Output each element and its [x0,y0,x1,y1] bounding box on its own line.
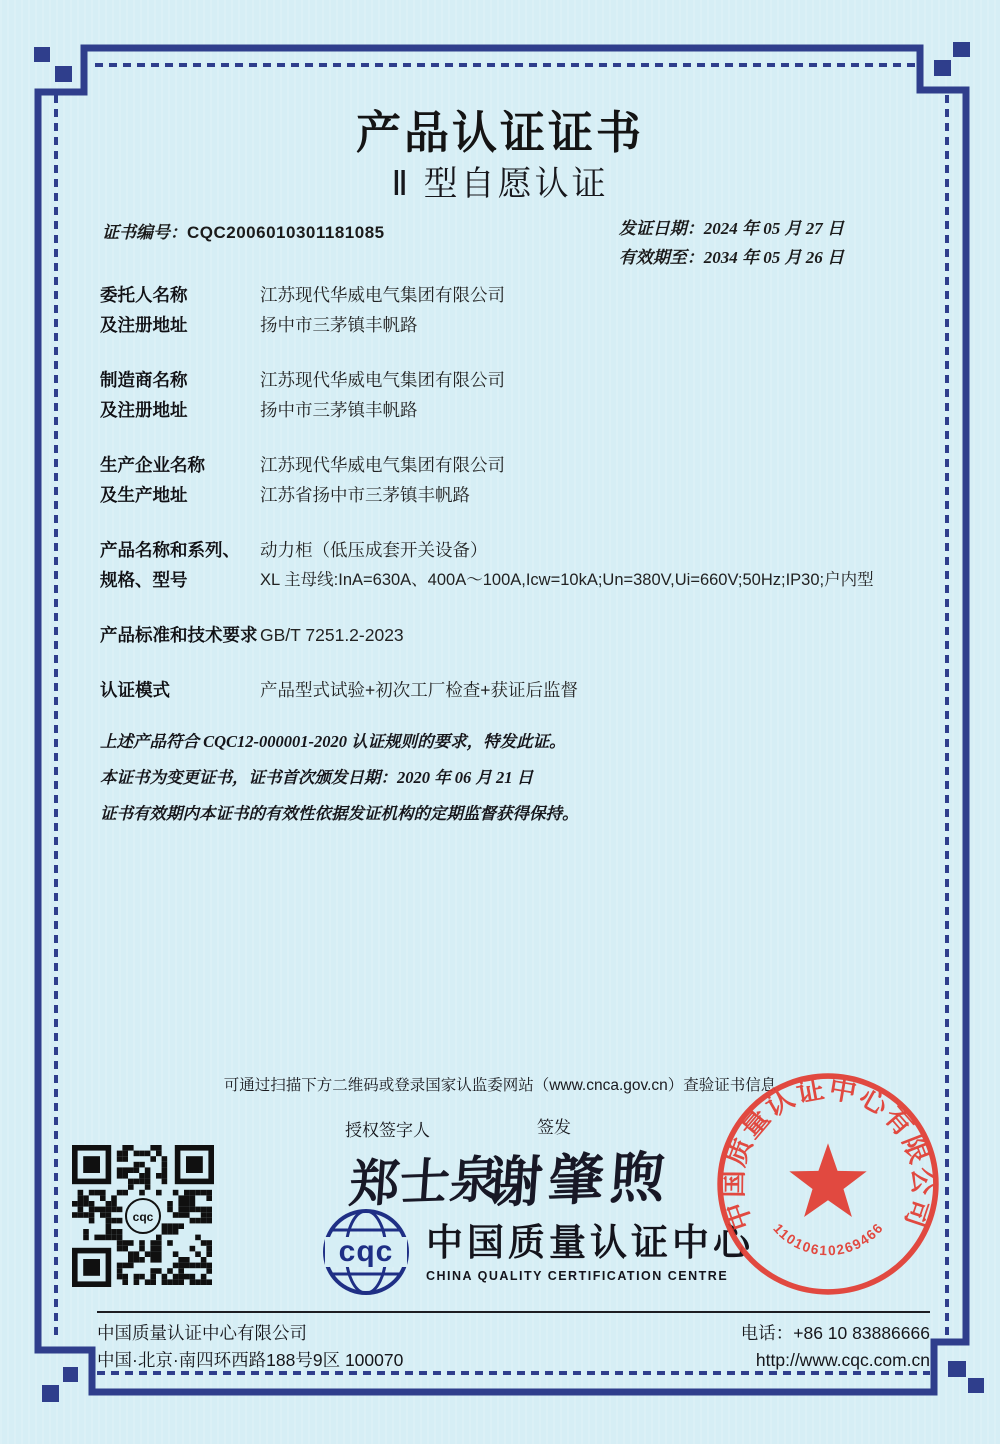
field-value: 扬中市三茅镇丰帆路 [260,400,418,420]
field-label: 制造商名称 [100,370,188,390]
stamp-star-icon [789,1143,866,1217]
field-certification-mode [100,675,950,705]
footer-divider [97,1311,930,1313]
field-applicant [100,280,950,340]
svg-text:11010610269466 [770,1220,886,1259]
certificate-number: CQC2006010301181085 [187,223,385,242]
field-value-spec: XL 主母线:InA=630A、400A～100A,Icw=10kA;Un=380V,Ui=660V;50Hz;IP30;户内型 [260,571,874,589]
field-label: 及注册地址 [100,315,188,335]
statement-validity: 证书有效期内本证书的有效性依据发证机构的定期监督获得保持。 [100,804,579,823]
field-label: 及生产地址 [100,485,188,505]
field-manufacturer [100,365,950,425]
field-value: 动力柜（低压成套开关设备） [260,540,488,560]
verify-note: 可通过扫描下方二维码或登录国家认监委网站（www.cnca.gov.cn）查验证书信息 [223,1077,777,1094]
field-label: 生产企业名称 [100,455,205,475]
official-red-stamp [714,1070,942,1298]
issued-by-label: 签发 [537,1118,571,1137]
field-value: 江苏省扬中市三茅镇丰帆路 [260,485,470,505]
field-value: 江苏现代华威电气集团有限公司 [260,455,505,475]
certificate-number-line [102,218,385,243]
cqc-globe-logo-icon [320,1206,412,1298]
field-value: 江苏现代华威电气集团有限公司 [260,285,505,305]
date-block [619,214,844,272]
field-production-enterprise [100,450,950,510]
statement-compliance: 上述产品符合 CQC12-000001-2020 认证规则的要求，特发此证。 [100,732,566,751]
authorized-signature: 郑士泉 [347,1151,502,1213]
field-product-name-model [100,535,950,595]
certificate-fields [100,280,950,730]
statement-change: 本证书为变更证书，证书首次颁发日期：2020 年 06 月 21 日 [100,768,534,787]
field-label: 及注册地址 [100,400,188,420]
certificate-number-label: 证书编号： [102,223,187,242]
field-label: 产品标准和技术要求 [100,625,258,645]
field-label: 委托人名称 [100,285,188,305]
issuer-signature: 谢肇煦 [485,1146,674,1215]
valid-until-date: 有效期至：2034 年 05 月 26 日 [618,248,844,267]
stamp-ring-text: 中国质量认证中心有限公司 [718,1073,938,1234]
footer-phone: 电话：+86 10 83886666 [740,1323,930,1343]
footer-company: 中国质量认证中心有限公司 [97,1323,307,1343]
footer [97,1320,930,1374]
field-value: GB/T 7251.2-2023 [260,625,404,645]
field-value: 产品型式试验+初次工厂检查+获证后监督 [260,680,578,700]
field-value: 扬中市三茅镇丰帆路 [260,315,418,335]
svg-text:cqc: cqc [132,1210,154,1224]
footer-address: 中国·北京·南四环西路188号9区 100070 [97,1350,404,1370]
org-name-en: CHINA QUALITY CERTIFICATION CENTRE [426,1269,729,1283]
field-standard [100,620,950,650]
field-label: 产品名称和系列、 [100,540,240,560]
certificate-subtitle: Ⅱ 型自愿认证 [391,165,609,203]
qr-code [72,1145,214,1287]
field-value: 江苏现代华威电气集团有限公司 [260,370,505,390]
stamp-number: 11010610269466 [770,1219,887,1259]
certificate-statements [100,724,940,832]
svg-text:cqc: cqc [338,1235,394,1268]
field-label: 认证模式 [100,680,170,700]
footer-website: http://www.cqc.com.cn [755,1350,930,1370]
org-name-cn: 中国质量认证中心 [426,1222,754,1263]
issue-date: 发证日期：2024 年 05 月 27 日 [618,219,844,238]
authorized-signatory-label: 授权签字人 [345,1121,430,1140]
cqc-org-block [320,1206,754,1298]
field-label: 规格、型号 [100,570,188,590]
certificate-title: 产品认证证书 [355,107,644,158]
